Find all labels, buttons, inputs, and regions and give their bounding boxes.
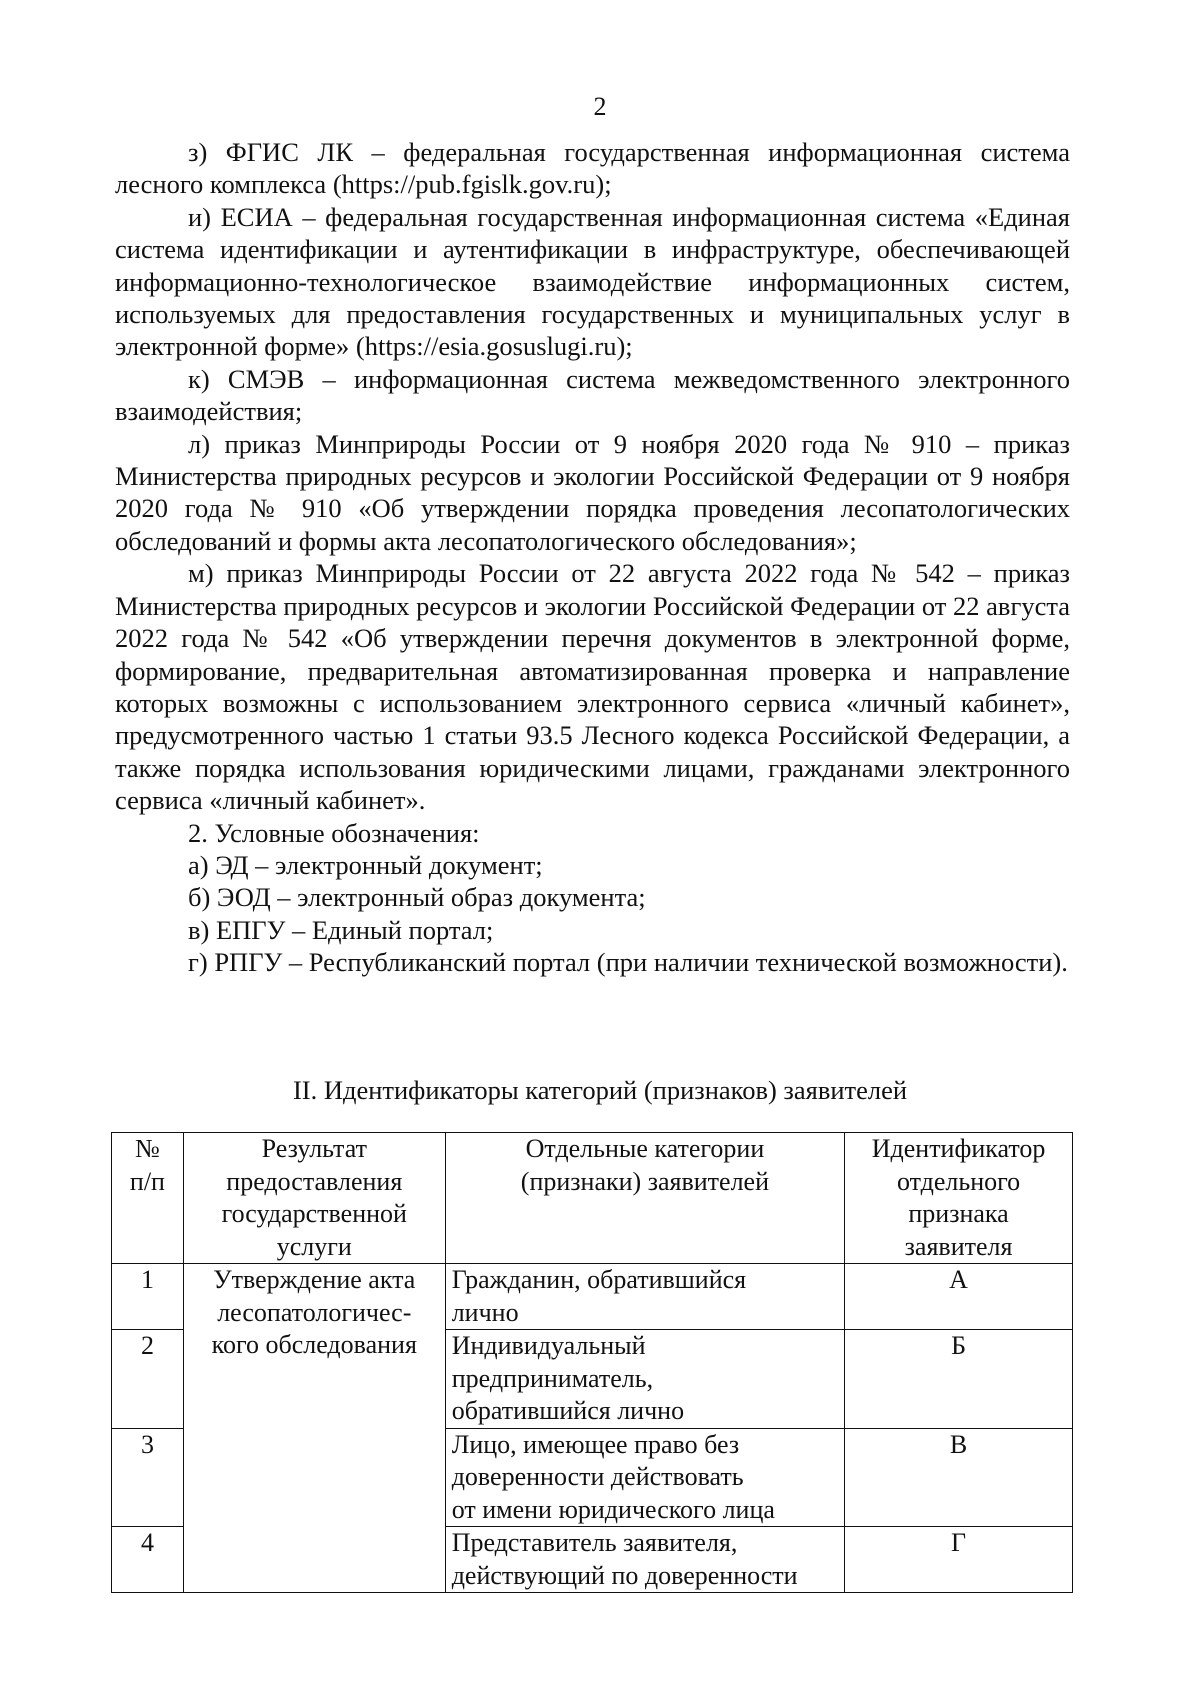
paragraph-k-smev: к) СМЭВ – информационная система межведомственного электронного взаимодействия; [115,363,1070,427]
identifier-cell: А [845,1264,1073,1330]
category-cell: Лицо, имеющее право без доверенности действовать от имени юридического лица [445,1428,844,1527]
paragraph-abbreviations-heading: 2. Условные обозначения: [188,817,480,848]
category-cell: Индивидуальный предприниматель, обратившийся лично [445,1330,844,1429]
category-cell: Представитель заявителя, действующий по доверенности [445,1527,844,1593]
result-cell: Утверждение акта лесопатологичес- кого обследования [183,1264,445,1593]
identifier-cell: В [845,1428,1073,1527]
section-title: II. Идентификаторы категорий (признаков) заявителей [292,1075,908,1105]
row-num: 2 [112,1330,184,1429]
paragraph-m-order-542: м) приказ Минприроды России от 22 августа 2022 года № 542 – приказ Министерства природных ресурсов и экологии Российской Федерации от 22 августа 2022 года № 542 «Об утверждении перечня документов в электронной форме, формирование, предварительная автоматизированная проверка и направление которых возможны с использованием электронного сервиса «личный кабинет», предусмотренного частью 1 статьи 93.5 Лесного кодекса Российской Федерации, а также порядка использования юридическими лицами, гражданами электронного сервиса «личный кабинет». [115,558,1070,816]
paragraph-i-esia: и) ЕСИА – федеральная государственная информационная система «Единая система идентификации и аутентификации в инфраструктуре, обеспечивающей информационно-технологическое взаимодействие информационных систем, используемых для предоставления государственных и муниципальных услуг в электронной форме» (https://esia.gosuslugi.ru); [115,201,1070,362]
paragraph-z-fgis-lk: з) ФГИС ЛК – федеральная государственная информационная система лесного комплекса (https://pub.fgislk.gov.ru); [115,137,1070,200]
document-body [115,136,1070,979]
row-num: 3 [112,1428,184,1527]
header-category: Отдельные категории (признаки) заявителей [445,1133,844,1264]
paragraph-g-rpgu: г) РПГУ – Республиканский портал (при наличии технической возможности). [188,947,1068,978]
identifier-cell: Г [845,1527,1073,1593]
row-num: 4 [112,1527,184,1593]
row-num: 1 [112,1264,184,1330]
applicant-identifiers-table [111,1132,1073,1593]
identifier-cell: Б [845,1330,1073,1429]
paragraph-l-order-910: л) приказ Минприроды России от 9 ноября 2020 года № 910 – приказ Министерства природных ресурсов и экологии Российской Федерации от 9 ноября 2020 года № 910 «Об утверждении порядка проведения лесопатологических обследований и формы акта лесопатологического обследования»; [115,428,1070,556]
table-header-row [112,1133,1073,1264]
header-num: № п/п [112,1133,184,1264]
paragraph-a-ed: а) ЭД – электронный документ; [188,849,543,880]
header-result: Результат предоставления государственной услуги [183,1133,445,1264]
table-row [112,1264,1073,1330]
category-cell: Гражданин, обратившийся лично [445,1264,844,1330]
header-identifier: Идентификатор отдельного признака заявителя [845,1133,1073,1264]
paragraph-b-eod: б) ЭОД – электронный образ документа; [188,882,646,913]
page-number: 2 [593,92,607,121]
paragraph-v-epgu: в) ЕПГУ – Единый портал; [188,914,494,945]
